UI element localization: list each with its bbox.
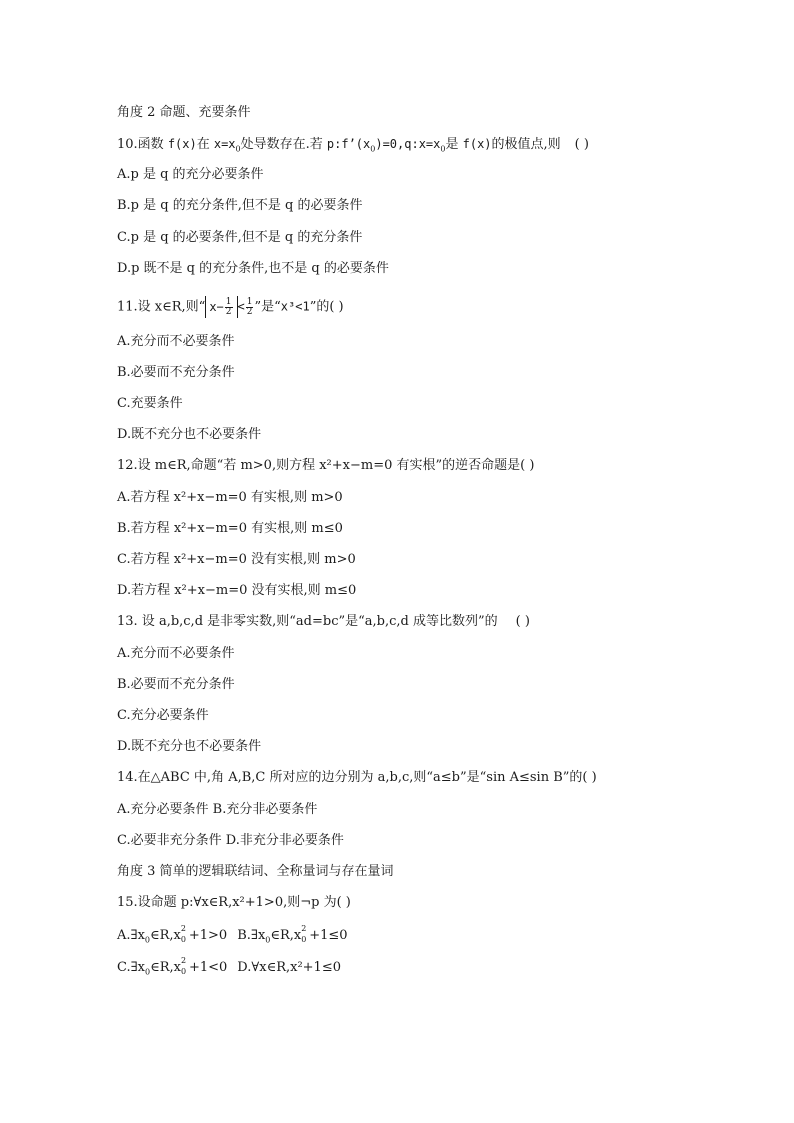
option-text: D.既不充分也不必要条件 (117, 427, 262, 442)
q11-text: 11.设 x∈R,则“ (117, 299, 206, 315)
option-text: B.必要而不充分条件 (117, 365, 235, 380)
option-text: A.p 是 q 的充分必要条件 (117, 167, 264, 182)
sub-sup (180, 955, 189, 976)
q10-sub: 0 (235, 144, 241, 154)
q10-p: p:f’(x (326, 137, 371, 151)
q11-option-a (117, 333, 235, 351)
option-text: A.充分而不必要条件 (117, 334, 235, 349)
option-text: A.若方程 x²+x−m=0 有实根,则 m>0 (117, 490, 343, 505)
q14-options-ab (117, 801, 317, 819)
option-text: D.既不充分也不必要条件 (117, 739, 262, 754)
q14-options-cd (117, 832, 344, 850)
q12-text: 12.设 m∈R,命题“若 m>0,则方程 x²+x−m=0 有实根”的逆否命题是( ) (117, 458, 535, 473)
option-text: C.必要非充分条件 D.非充分非必要条件 (117, 833, 344, 848)
q13-text: 13. 设 a,b,c,d 是非零实数,则“ad=bc”是“a,b,c,d 成等比数列”的 (117, 614, 498, 629)
question-13 (117, 613, 530, 631)
answer-paren: ( ) (515, 614, 530, 629)
q10-sub-2: 0 (370, 144, 376, 154)
q13-option-d (117, 738, 261, 756)
option-text: B.必要而不充分条件 (117, 677, 235, 692)
frac-num: 1 (225, 297, 232, 307)
q11-option-b (117, 364, 235, 382)
q12-option-a (117, 489, 343, 507)
option-text: A.∃x (117, 928, 145, 943)
option-text: C.充要条件 (117, 396, 183, 411)
q10-option-c (117, 229, 362, 247)
sub-sup (180, 923, 189, 944)
option-text: ∈R,x (270, 928, 302, 943)
sup-two: 2 (180, 923, 186, 933)
sub-zero: 0 (145, 967, 151, 977)
question-11 (117, 296, 344, 318)
q10-text-b: 在 (196, 137, 214, 152)
q11-option-d (117, 426, 261, 444)
option-text: D.p 既不是 q 的充分条件,也不是 q 的必要条件 (117, 261, 389, 276)
q14-text: 14.在△ABC 中,角 A,B,C 所对应的边分别为 a,b,c,则“a≤b”是“sin A≤sin B”的( ) (117, 770, 597, 785)
sub-zero: 0 (301, 934, 307, 944)
option-text: C.充分必要条件 (117, 708, 209, 723)
q11-option-c (117, 395, 183, 413)
q10-text-d: 是 (445, 137, 463, 152)
sub-sup (301, 923, 309, 944)
q15-options-ab (117, 923, 348, 945)
q10-option-d (117, 260, 389, 278)
option-text: ∈R,x (150, 960, 181, 975)
sup-two: 2 (301, 923, 307, 933)
q11-text-b: ”是“ (254, 299, 281, 315)
q15-options-cd (117, 955, 341, 977)
sub-zero: 0 (144, 935, 150, 945)
less-than: < (237, 299, 245, 314)
sub-zero: 0 (265, 935, 271, 945)
option-text: A.充分必要条件 B.充分非必要条件 (117, 802, 318, 817)
q10-xeq: x=x (213, 137, 236, 151)
frac-den: 2 (246, 306, 253, 317)
question-14 (117, 769, 597, 787)
fraction-half-2 (246, 298, 254, 317)
sub-zero: 0 (180, 934, 186, 944)
option-text: C.若方程 x²+x−m=0 没有实根,则 m>0 (117, 552, 356, 567)
section-heading-2 (117, 104, 251, 122)
q10-fx: f(x) (167, 137, 197, 151)
option-text: B.∃x (237, 928, 266, 943)
sup-two: 2 (180, 955, 187, 965)
fraction-half (225, 298, 233, 317)
question-15 (117, 894, 351, 912)
q10-text-e: 的极值点,则 (491, 137, 561, 152)
q15-text: 15.设命题 p:∀x∈R,x²+1>0,则¬p 为( ) (117, 895, 351, 910)
q10-sub-3: 0 (440, 144, 446, 154)
option-text: C.∃x (117, 960, 145, 975)
q10-q: )=0,q:x=x (375, 137, 441, 151)
q10-option-a (117, 166, 264, 184)
frac-den: 2 (225, 307, 232, 317)
q13-option-c (117, 707, 209, 725)
option-text: D.若方程 x²+x−m=0 没有实根,则 m≤0 (117, 583, 357, 598)
q13-option-b (117, 676, 235, 694)
option-text: +1>0 (188, 928, 228, 943)
q10-text: 10.函数 (117, 137, 168, 152)
sub-zero: 0 (180, 966, 187, 976)
section-heading-3 (117, 863, 394, 881)
q13-option-a (117, 645, 235, 663)
option-text: A.充分而不必要条件 (117, 646, 235, 661)
q11-cube: x³<1 (280, 299, 310, 314)
option-text: ∈R,x (150, 928, 181, 943)
q12-option-c (117, 551, 356, 569)
q12-option-d (117, 582, 356, 600)
abs-expr: x− (209, 300, 224, 314)
option-text: B.p 是 q 的充分条件,但不是 q 的必要条件 (117, 198, 363, 213)
question-12 (117, 457, 534, 475)
section-title: 角度 2 命题、充要条件 (117, 105, 251, 120)
option-text: +1<0 (188, 960, 228, 975)
question-10 (117, 135, 589, 154)
option-text: C.p 是 q 的必要条件,但不是 q 的充分条件 (117, 230, 363, 245)
frac-num: 1 (246, 296, 253, 307)
absolute-value (205, 296, 237, 318)
q10-text-c: 处导数存在.若 (240, 137, 327, 152)
option-text: +1≤0 (309, 928, 348, 943)
q11-text-c: ”的( ) (309, 299, 344, 315)
answer-paren: ( ) (574, 137, 589, 152)
option-text: B.若方程 x²+x−m=0 有实根,则 m≤0 (117, 521, 343, 536)
q10-fx-2: f(x) (462, 137, 492, 151)
option-text: D.∀x∈R,x²+1≤0 (237, 960, 341, 975)
q12-option-b (117, 520, 343, 538)
q10-option-b (117, 197, 362, 215)
section-title: 角度 3 简单的逻辑联结词、全称量词与存在量词 (117, 864, 394, 879)
